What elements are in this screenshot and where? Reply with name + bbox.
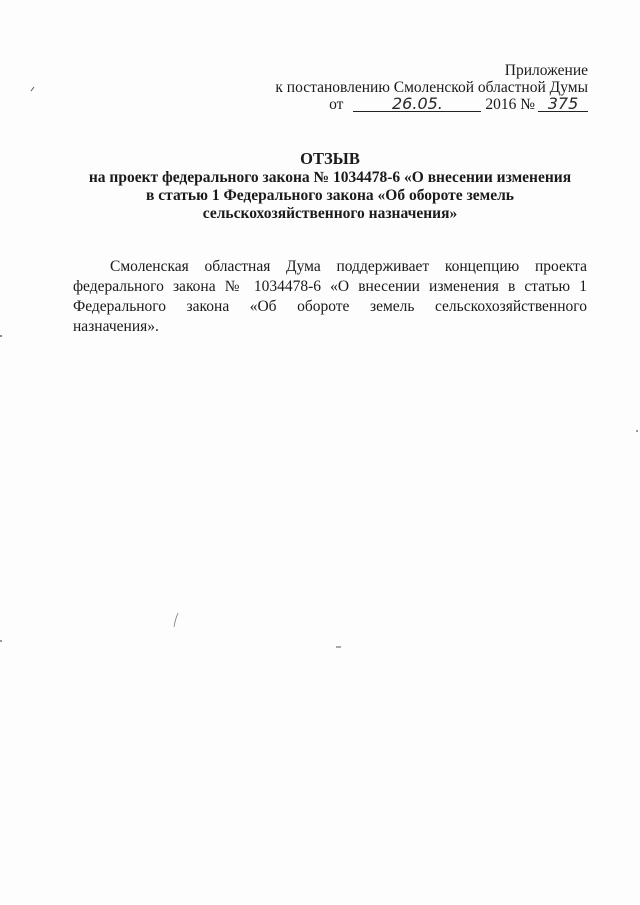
attachment-subtitle: к постановлению Смоленской областной Думы [275, 79, 588, 96]
subject-line-2: в статью 1 Федерального закона «Об обороте земель [146, 187, 514, 204]
subject-line-1: на проект федерального закона № 1034478-6 «О внесении изменения [88, 169, 572, 186]
handwritten-number: 375 [538, 96, 588, 112]
scan-speck [172, 612, 180, 628]
date-prefix: от [329, 96, 344, 113]
attachment-title: Приложение [504, 62, 588, 79]
scan-speck [30, 86, 36, 92]
body-text [73, 257, 587, 337]
scan-speck [0, 335, 3, 338]
scan-speck [336, 645, 342, 649]
year-number-prefix: 2016 № [485, 96, 535, 113]
scan-speck [636, 430, 639, 433]
document-heading: ОТЗЫВ [300, 149, 360, 168]
scan-speck [0, 640, 3, 643]
attachment-date-line [228, 96, 588, 113]
subject-line-3: сельскохозяйственного назначения» [202, 205, 458, 222]
handwritten-date: 26.05. [353, 96, 481, 112]
attachment-block [228, 62, 588, 113]
document-title-block [60, 150, 600, 223]
body-paragraph: Смоленская областная Дума поддерживает концепцию проекта федерального закона № 1034478-6 «О внесении изменения в статью 1 Федерального закона «Об обороте земель сельскохозяйственного назначения». [73, 258, 587, 335]
